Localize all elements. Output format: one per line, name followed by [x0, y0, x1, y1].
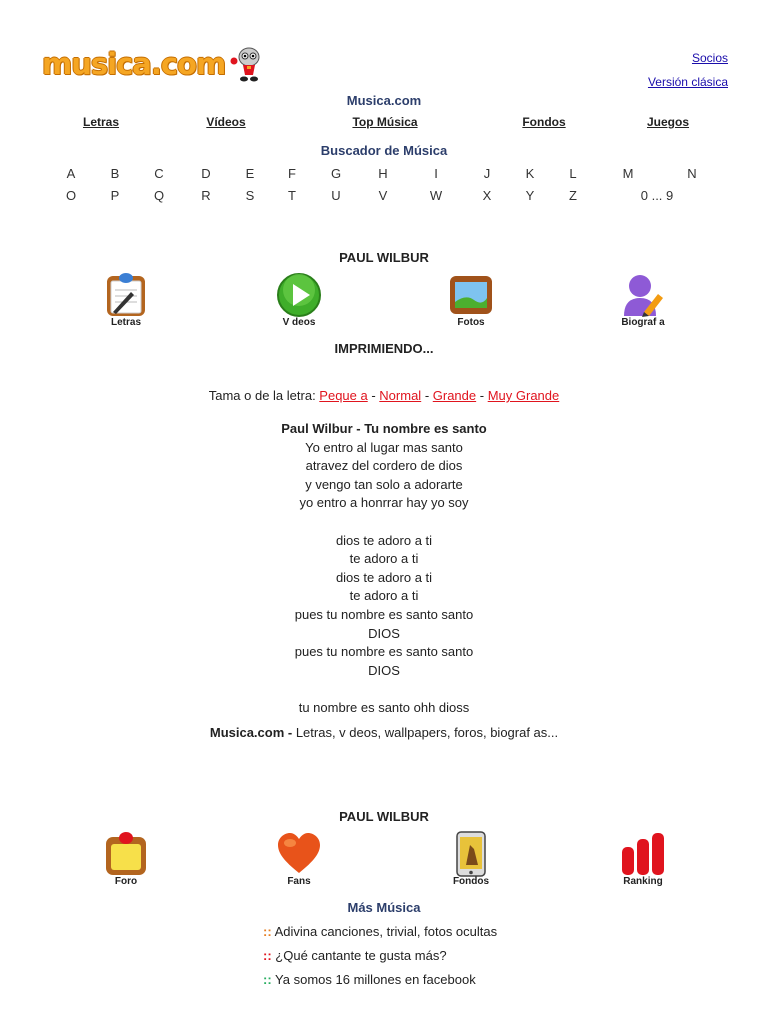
letter-link[interactable]: V: [378, 188, 388, 203]
lyric-line: dios te adoro a ti: [335, 532, 433, 548]
more-item-text: ¿Qué cantante te gusta más?: [271, 948, 447, 963]
font-size-prefix: Tama o de la letra:: [208, 388, 320, 403]
letter-link[interactable]: B: [110, 166, 120, 181]
separator: -: [367, 388, 380, 403]
section-label: Biograf a: [621, 317, 665, 328]
letter-link[interactable]: I: [434, 166, 438, 181]
more-music-title: Más Música: [347, 900, 421, 915]
alphabet-row-2: [0, 188, 768, 208]
letter-link[interactable]: C: [154, 166, 164, 181]
letter-link[interactable]: U: [331, 188, 341, 203]
letter-link[interactable]: H: [378, 166, 388, 181]
section-biografia[interactable]: [598, 272, 688, 328]
letter-link[interactable]: O: [65, 188, 77, 203]
socios-link[interactable]: Socios: [691, 51, 728, 65]
font-size-selector: [0, 388, 768, 403]
lyric-line: pues tu nombre es santo santo: [294, 644, 474, 660]
separator: -: [476, 388, 488, 403]
font-size-normal[interactable]: Normal: [379, 388, 422, 403]
more-item[interactable]: [263, 920, 497, 944]
letter-link[interactable]: D: [201, 166, 211, 181]
nav-letras[interactable]: Letras: [82, 115, 120, 129]
more-item[interactable]: [263, 968, 497, 992]
artist-name: PAUL WILBUR: [339, 250, 429, 265]
letter-link[interactable]: P: [110, 188, 120, 203]
lyric-line: te adoro a ti: [349, 551, 419, 567]
site-tagline: [0, 725, 768, 740]
phone-icon: [448, 831, 494, 877]
letter-link[interactable]: Y: [525, 188, 535, 203]
letter-link[interactable]: Q: [153, 188, 165, 203]
logo[interactable]: [42, 44, 263, 84]
letter-link[interactable]: X: [482, 188, 492, 203]
logo-text: musica.com: [42, 47, 226, 81]
font-size-xlarge[interactable]: Muy Grande: [487, 388, 560, 403]
font-size-small[interactable]: Peque a: [319, 388, 368, 403]
artist-sections-top: [0, 272, 768, 334]
printing-label: IMPRIMIENDO...: [334, 341, 434, 356]
section-label: V deos: [282, 317, 316, 328]
top-links: [648, 46, 728, 94]
letter-link[interactable]: L: [569, 166, 577, 181]
letter-link[interactable]: T: [288, 188, 296, 203]
more-item-text: Ya somos 16 millones en facebook: [271, 972, 476, 987]
separator: -: [421, 388, 433, 403]
section-ranking[interactable]: [598, 831, 688, 887]
letter-link-numbers[interactable]: 0 ... 9: [640, 188, 674, 203]
artist-name-bottom: PAUL WILBUR: [339, 809, 429, 824]
letter-link[interactable]: M: [622, 166, 634, 181]
section-label: Fondos: [452, 876, 490, 887]
nav-juegos[interactable]: Juegos: [646, 115, 690, 129]
heart-icon: [276, 831, 322, 877]
section-label: Ranking: [623, 876, 663, 887]
section-fotos[interactable]: [426, 272, 516, 328]
letter-link[interactable]: E: [245, 166, 255, 181]
more-item[interactable]: [263, 944, 497, 968]
note-icon: [103, 831, 149, 877]
lyric-line: tu nombre es santo ohh dioss: [298, 699, 470, 715]
play-icon: [276, 272, 322, 318]
section-label: Fans: [287, 876, 311, 887]
artist-sections-bottom: [0, 831, 768, 893]
section-label: Letras: [110, 317, 141, 328]
section-label: Foro: [114, 876, 138, 887]
bars-icon: [620, 831, 666, 877]
lyric-line: Yo entro al lugar mas santo: [305, 439, 463, 455]
section-fans[interactable]: [254, 831, 344, 887]
letter-link[interactable]: K: [525, 166, 535, 181]
bullet: ::: [263, 924, 272, 939]
lyric-line: atravez del cordero de dios: [305, 458, 463, 474]
lyric-line: yo entro a honrrar hay yo soy: [299, 495, 469, 511]
letter-link[interactable]: F: [288, 166, 296, 181]
lyric-line: pues tu nombre es santo santo: [294, 606, 474, 622]
more-item-text: Adivina canciones, trivial, fotos ocultas: [271, 924, 498, 939]
section-label: Fotos: [457, 317, 485, 328]
lyric-blank: [0, 680, 768, 699]
letter-link[interactable]: S: [245, 188, 255, 203]
letter-link[interactable]: G: [330, 166, 342, 181]
site-title: Musica.com: [346, 93, 422, 108]
letter-link[interactable]: N: [687, 166, 697, 181]
letter-link[interactable]: J: [483, 166, 491, 181]
nav-top-musica[interactable]: Top Música: [352, 115, 418, 129]
version-clasica-link[interactable]: Versión clásica: [647, 75, 728, 89]
main-nav: [0, 115, 768, 133]
section-fondos[interactable]: [426, 831, 516, 887]
bullet: ::: [263, 948, 272, 963]
alphabet-row-1: [0, 166, 768, 186]
person-icon: [620, 272, 666, 318]
letter-link[interactable]: Z: [569, 188, 577, 203]
search-title: Buscador de Música: [320, 143, 448, 158]
tagline-brand: Musica.com -: [209, 725, 296, 740]
section-letras[interactable]: [81, 272, 171, 328]
clipboard-icon: [103, 272, 149, 318]
tagline-text: Letras, v deos, wallpapers, foros, biograf as...: [295, 725, 559, 740]
lyric-line: te adoro a ti: [349, 588, 419, 604]
lyric-line: y vengo tan solo a adorarte: [305, 476, 463, 492]
lyric-line: DIOS: [368, 662, 400, 678]
nav-videos[interactable]: Vídeos: [206, 115, 246, 129]
bullet: ::: [263, 972, 272, 987]
photo-icon: [448, 272, 494, 318]
font-size-large[interactable]: Grande: [432, 388, 477, 403]
lyric-line: DIOS: [368, 625, 400, 641]
section-foro[interactable]: [81, 831, 171, 887]
section-videos[interactable]: [254, 272, 344, 328]
nav-fondos[interactable]: Fondos: [522, 115, 566, 129]
lyric-blank: [0, 513, 768, 532]
lyrics-title: Paul Wilbur - Tu nombre es santo: [281, 421, 487, 436]
mascot-icon: [229, 45, 263, 83]
letter-link[interactable]: W: [429, 188, 443, 203]
more-music-list: [263, 920, 497, 992]
letter-link[interactable]: R: [201, 188, 211, 203]
lyrics-block: [0, 420, 768, 718]
letter-link[interactable]: A: [66, 166, 76, 181]
lyric-line: dios te adoro a ti: [335, 569, 433, 585]
